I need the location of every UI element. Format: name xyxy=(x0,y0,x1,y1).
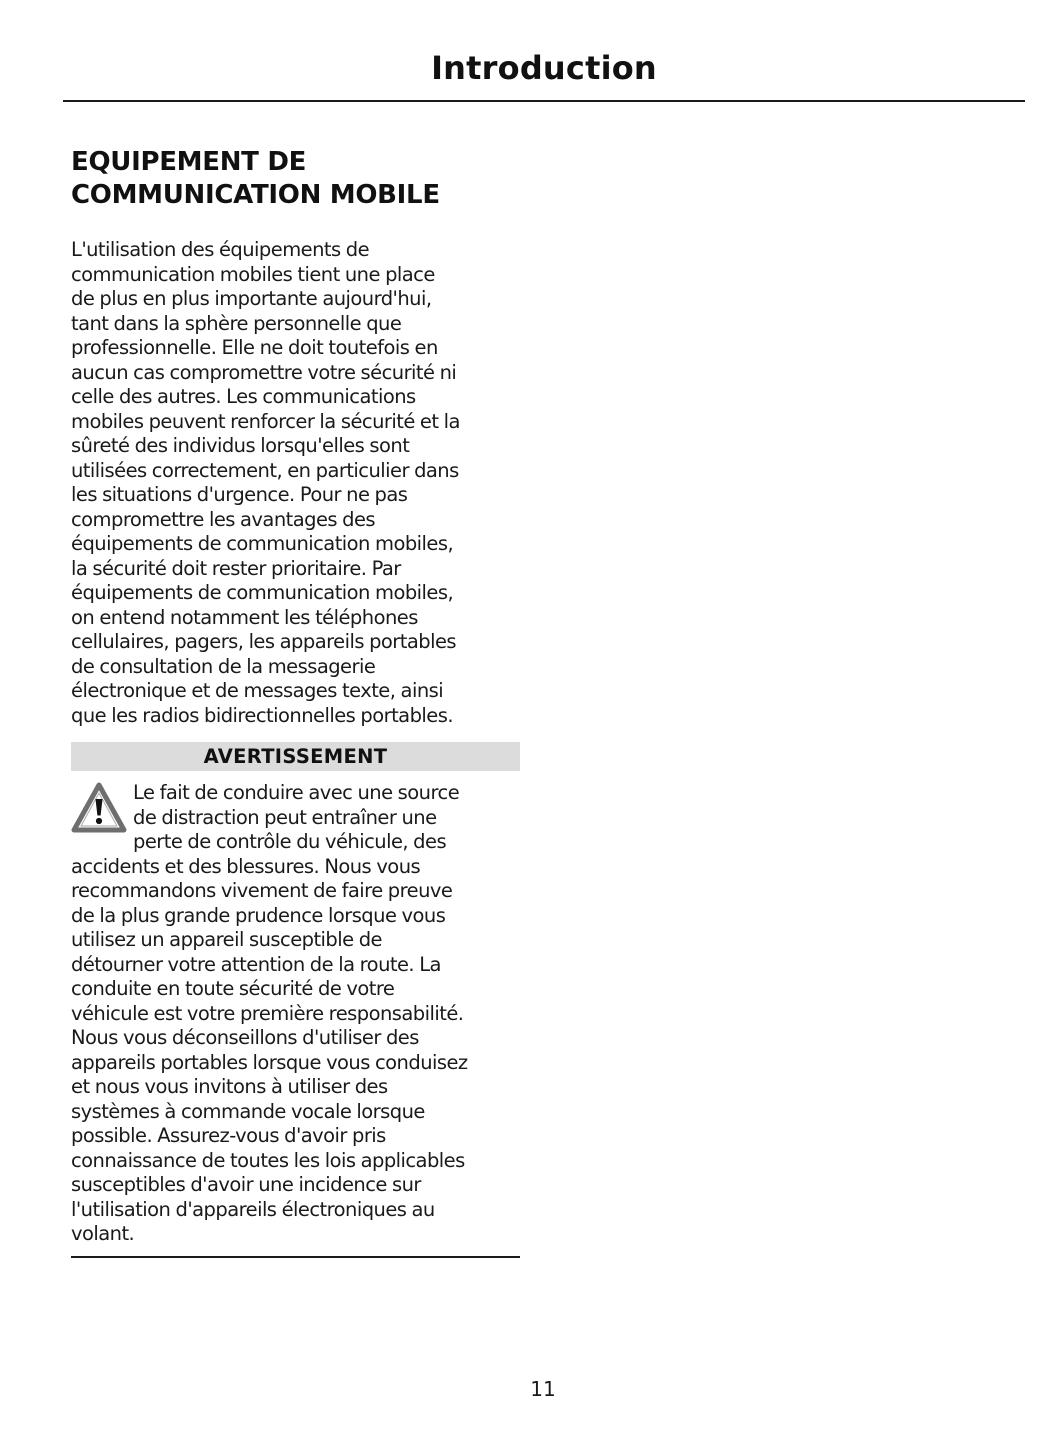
chapter-title: Introduction xyxy=(431,49,657,87)
warning-title: AVERTISSEMENT xyxy=(71,742,520,771)
warning-text: Le fait de conduire avec une source de distraction peut entraîner une perte de contrôle du véhicule, des accidents et des blessures. Nous vous recommandons vivement de faire preuve de la plus grande prudence lorsque vous utilisez un appareil susceptible de détourner votre attention de la route. La conduite en toute sécurité de votre véhicule est votre première responsabilité. Nous vous déconseillons d'utiliser des appareils portables lorsque vous conduisez et nous vous invitons à utiliser des systèmes à commande vocale lorsque possible. Assurez-vous d'avoir pris connaissance de toutes les lois applicables susceptibles d'avoir une incidence sur l'utilisation d'appareils électroniques au volant. xyxy=(71,781,468,1245)
section-title-line-1: EQUIPEMENT DE xyxy=(71,147,307,177)
warning-triangle-icon xyxy=(71,782,127,834)
section-title xyxy=(71,146,520,212)
page-header xyxy=(63,40,1025,102)
section-title-line-2: COMMUNICATION MOBILE xyxy=(71,180,440,210)
page-content xyxy=(71,146,520,1258)
warning-body xyxy=(71,781,520,1247)
page-number: 11 xyxy=(530,1377,556,1401)
intro-paragraph: L'utilisation des équipements de communication mobiles tient une place de plus en plus importante aujourd'hui, tant dans la sphère personnelle que professionnelle. Elle ne doit toutefois en aucun cas compromettre votre sécurité ni celle des autres. Les communications mobiles peuvent renforcer la sécurité et la sûreté des individus lorsqu'elles sont utilisées correctement, en particulier dans les situations d'urgence. Pour ne pas compromettre les avantages des équipements de communication mobiles, la sécurité doit rester prioritaire. Par équipements de communication mobiles, on entend notamment les téléphones cellulaires, pagers, les appareils portables de consultation de la messagerie électronique et de messages texte, ainsi que les radios bidirectionnelles portables. xyxy=(71,238,460,727)
warning-box xyxy=(71,742,520,1258)
